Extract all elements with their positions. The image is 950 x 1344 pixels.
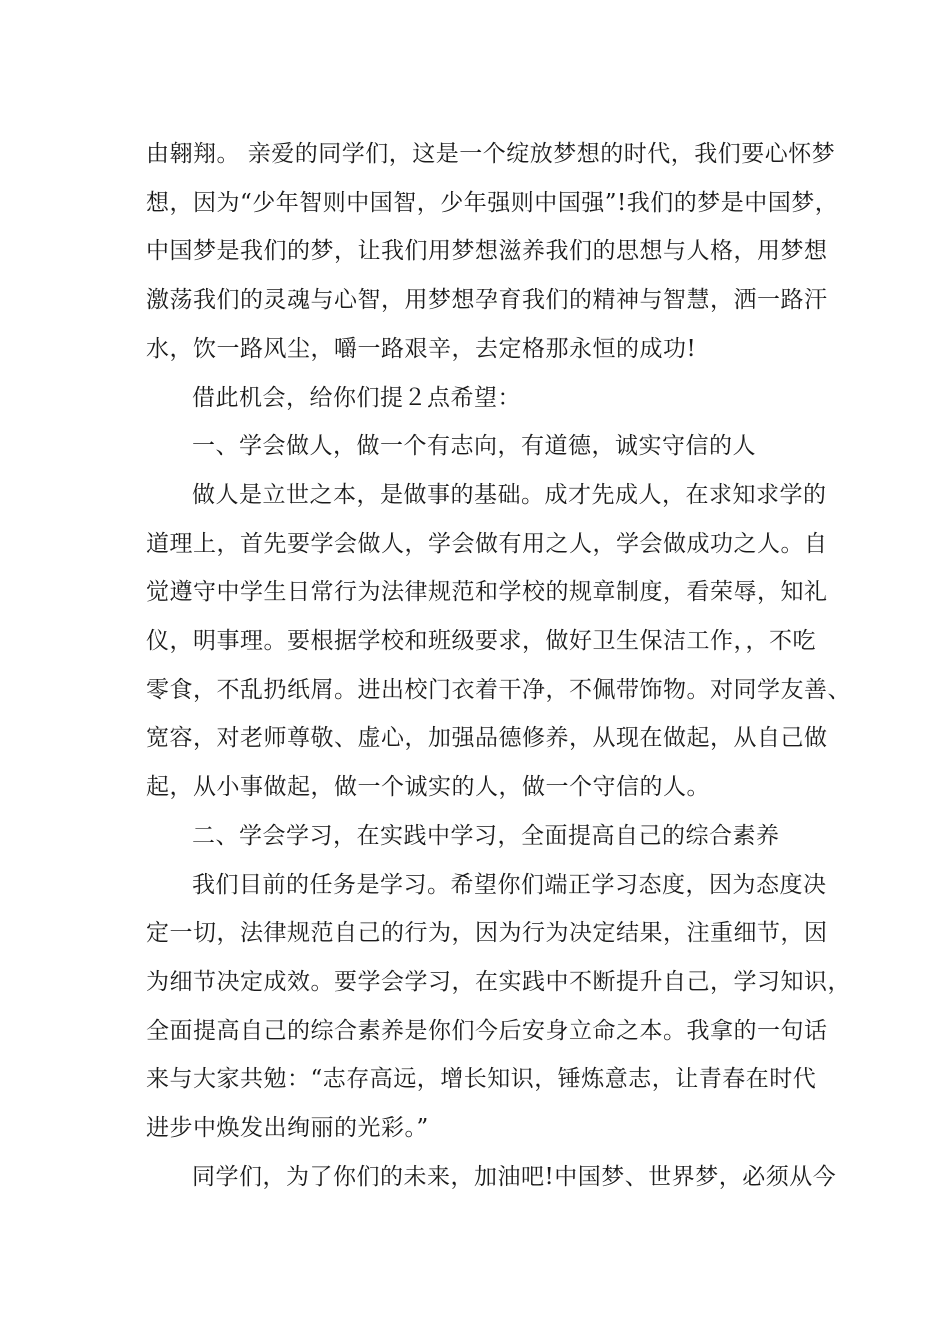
paragraph [146,812,826,861]
text-line: 同学们，为了你们的未来，加油吧!中国梦、世界梦，必须从今 [192,1163,837,1190]
text-line: 为细节决定成效。要学会学习，在实践中不断提升自己，学习知识， [146,968,851,995]
text-line: 进步中焕发出绚丽的光彩。” [146,1115,429,1142]
text-line: 我们目前的任务是学习。希望你们端正学习态度，因为态度决 [192,871,827,898]
text-line: 宽容，对老师尊敬、虚心，加强品德修养，从现在做起，从自己做 [146,725,828,752]
text-line: 中国梦是我们的梦，让我们用梦想滋养我们的思想与人格，用梦想 [146,238,828,265]
text-line: 借此机会，给你们提２点希望： [192,384,521,411]
text-line: 由翱翔。 亲爱的同学们，这是一个绽放梦想的时代，我们要心怀梦 [146,141,836,167]
text-line: 想，因为“少年智则中国智，少年强则中国强”!我们的梦是中国梦， [146,189,839,216]
text-line: 做人是立世之本，是做事的基础。成才先成人，在求知求学的 [192,481,827,508]
paragraph [146,471,851,812]
text-line: 定一切，法律规范自己的行为，因为行为决定结果，注重细节，因 [146,920,828,947]
paragraph [146,1153,837,1202]
paragraph [146,422,826,471]
text-line: 仪，明事理。要根据学校和班级要求，做好卫生保洁工作，，不吃 [146,628,816,655]
text-line: 零食，不乱扔纸屑。进出校门衣着干净，不佩带饰物。对同学友善、 [146,676,851,703]
text-line: 道理上，首先要学会做人，学会做有用之人，学会做成功之人。自 [146,530,828,557]
text-line: 一、学会做人，做一个有志向，有道德，诚实守信的人 [192,433,756,460]
paragraph [146,861,851,1153]
text-line: 水，饮一路风尘，嚼一路艰辛，去定格那永恒的成功! [146,335,697,362]
text-line: 来与大家共勉：“志存高远，增长知识，锤炼意志，让青春在时代 [146,1066,817,1093]
text-line: 全面提高自己的综合素养是你们今后安身立命之本。我拿的一句话 [146,1017,828,1044]
body-text [146,130,851,1201]
text-line: 起，从小事做起，做一个诚实的人，做一个守信的人。 [146,774,710,801]
text-line: 觉遵守中学生日常行为法律规范和学校的规章制度，看荣辱，知礼 [146,579,828,606]
paragraph [146,130,839,374]
text-line: 二、学会学习，在实践中学习，全面提高自己的综合素养 [192,822,780,849]
paragraph [146,374,826,423]
text-line: 激荡我们的灵魂与心智，用梦想孕育我们的精神与智慧，洒一路汗 [146,287,828,314]
